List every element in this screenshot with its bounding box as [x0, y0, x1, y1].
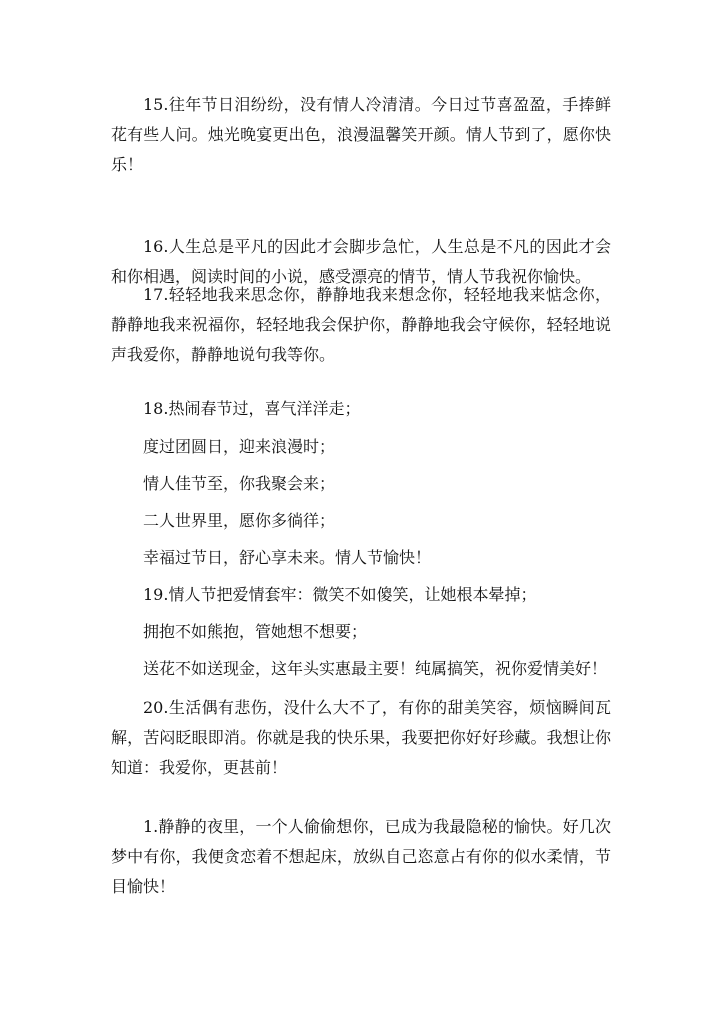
- paragraph-19-line-1: 19.情人节把爱情套牢：微笑不如傻笑，让她根本晕掉；: [143, 585, 537, 604]
- paragraph-18-line-4: 二人世界里，愿你多徜徉；: [143, 511, 336, 530]
- paragraph-18-line-1: 18.热闹春节过，喜气洋洋走；: [143, 399, 361, 418]
- paragraph-18-line-5: 幸福过节日，舒心享未来。情人节愉快！: [143, 548, 432, 567]
- paragraph-18-line-2: 度过团圆日，迎来浪漫时；: [143, 437, 336, 456]
- paragraph-19-line-2: 拥抱不如熊抱，管她想不想要；: [143, 622, 368, 641]
- paragraph-17: 17.轻轻地我来思念你，静静地我来想念你，轻轻地我来惦念你，静静地我来祝福你，轻轻地我会保护你，静静地我会守候你，轻轻地说声我爱你，静静地说句我等你。: [111, 285, 611, 364]
- paragraph-18-line-3: 情人佳节至，你我聚会来；: [143, 474, 336, 493]
- paragraph-19-line-3: 送花不如送现金，这年头实惠最主要！纯属搞笑，祝你爱情美好！: [143, 659, 608, 678]
- paragraph-16: 16.人生总是平凡的因此才会脚步急忙，人生总是不凡的因此才会和你相遇，阅读时间的小说，感受漂亮的情节，情人节我祝你愉快。: [111, 237, 611, 286]
- paragraph-20: 20.生活偶有悲伤，没什么大不了，有你的甜美笑容，烦恼瞬间瓦解，苦闷眨眼即消。你就是我的快乐果，我要把你好好珍藏。我想让你知道：我爱你，更甚前！: [111, 698, 611, 777]
- paragraph-1: 1.静静的夜里，一个人偷偷想你，已成为我最隐秘的愉快。好几次梦中有你，我便贪恋着不想起床，放纵自己恣意占有你的似水柔情，节目愉快！: [111, 817, 611, 896]
- paragraph-15: 15.往年节日泪纷纷，没有情人冷清清。今日过节喜盈盈，手捧鲜花有些人问。烛光晚宴更出色，浪漫温馨笑开颜。情人节到了，愿你快乐！: [111, 95, 611, 174]
